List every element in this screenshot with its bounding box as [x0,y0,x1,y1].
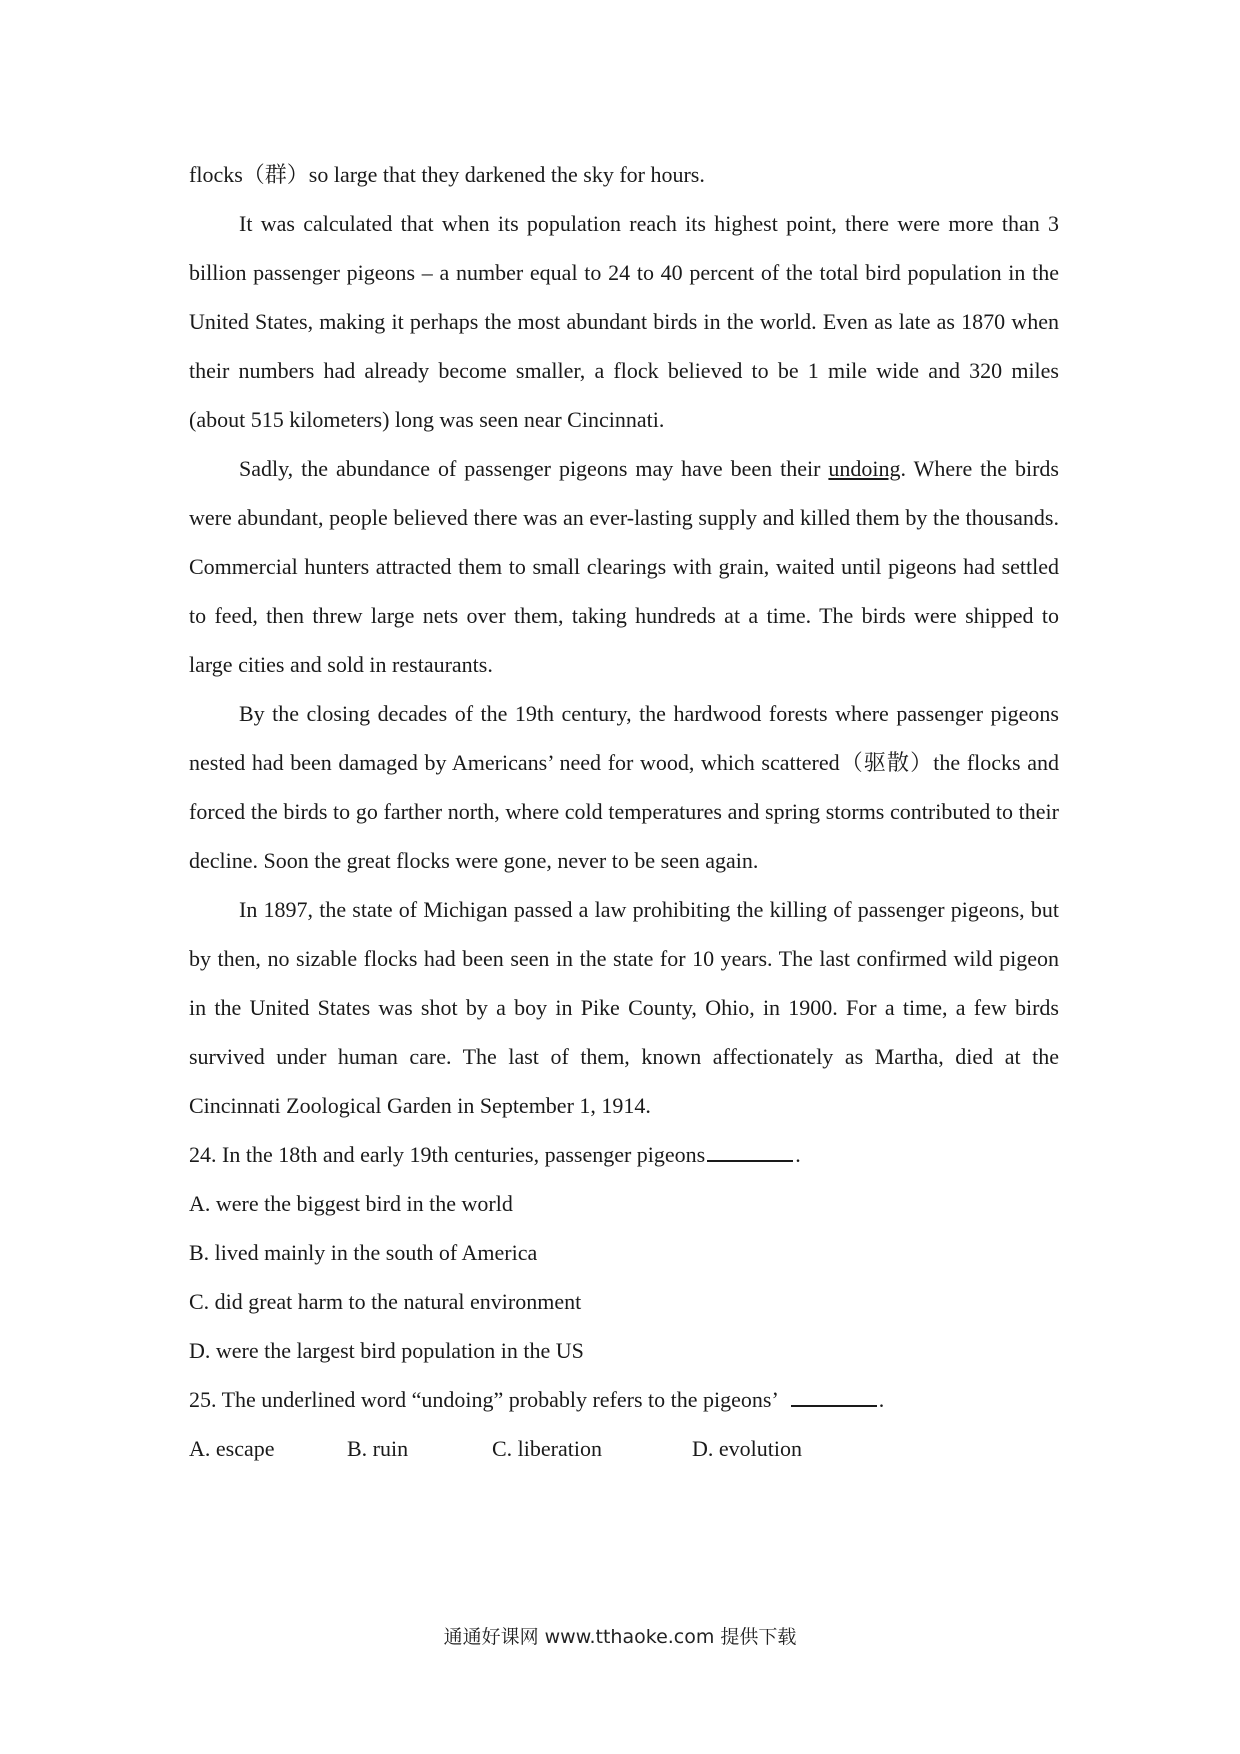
question-25-stem: 25. The underlined word “undoing” probably refers to the pigeons’ [189,1387,779,1412]
option-25-d: D. evolution [692,1436,802,1461]
paragraph-population: It was calculated that when its population reach its highest point, there were more than 3 billion passenger pigeons – a number equal to 24 to 40 percent of the total bird population in the United States, making it perhaps the most abundant birds in the world. Even as late as 1870 when their numbers had already become smaller, a flock believed to be 1 mile wide and 320 miles (about 515 kilometers) long was seen near Cincinnati. [189,211,1059,432]
question-24-stem: 24. In the 18th and early 19th centuries, passenger pigeons [189,1142,706,1167]
option-25-a: A. escape [189,1436,275,1461]
question-24 [189,1130,1059,1179]
underlined-word: undoing [828,456,901,481]
option-25-b: B. ruin [347,1436,409,1461]
question-25 [189,1375,1059,1424]
option-24-b: B. lived mainly in the south of America [189,1240,538,1265]
paragraph-undoing [189,444,1059,689]
option-24-c: C. did great harm to the natural environment [189,1289,582,1314]
option-24-d: D. were the largest bird population in the US [189,1338,584,1363]
answer-blank [791,1385,877,1407]
page-footer: 通通好课网 www.tthaoke.com 提供下载 [443,1626,797,1648]
option-25-c: C. liberation [492,1436,602,1461]
option-24-a: A. were the biggest bird in the world [189,1191,513,1216]
paragraph-undoing-text-2: . Where the birds were abundant, people believed there was an ever-lasting supply and killed them by the thousands. Commercial hunters attracted them to small clearings with grain, waited until pigeons had settled to feed, then threw large nets over them, taking hundreds at a time. The birds were shipped to large cities and sold in restaurants. [189,456,1059,677]
paragraph-undoing-text-1: Sadly, the abundance of passenger pigeons may have been their [239,456,829,481]
answer-blank [707,1140,793,1162]
paragraph-continued: flocks（群）so large that they darkened the sky for hours. [189,162,705,187]
paragraph-extinction: In 1897, the state of Michigan passed a law prohibiting the killing of passenger pigeons, but by then, no sizable flocks had been seen in the state for 10 years. The last confirmed wild pigeon in the United States was shot by a boy in Pike County, Ohio, in 1900. For a time, a few birds survived under human care. The last of them, known affectionately as Martha, died at the Cincinnati Zoological Garden in September 1, 1914. [189,897,1059,1118]
paragraph-decline: By the closing decades of the 19th century, the hardwood forests where passenger pigeons nested had been damaged by Americans’ need for wood, which scattered（驱散）the flocks and forced the birds to go farther north, where cold temperatures and spring storms contributed to their decline. Soon the great flocks were gone, never to be seen again. [189,701,1059,873]
question-25-end: . [878,1387,885,1412]
document-page [189,150,1059,1473]
question-25-options [189,1424,1059,1473]
question-24-end: . [795,1142,801,1167]
